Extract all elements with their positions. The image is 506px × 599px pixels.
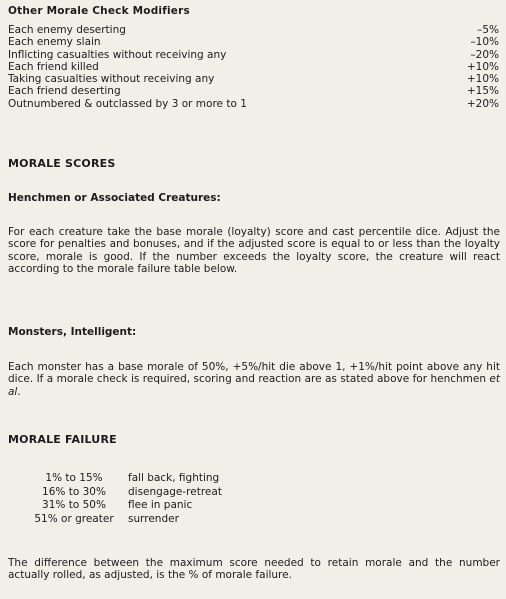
modifier-label: Each friend killed [8,60,99,73]
failure-range: 31% to 50% [42,499,106,511]
modifier-value: +20% [466,97,499,110]
failure-row [20,486,222,500]
modifier-label: Each enemy deserting [8,24,126,36]
modifier-label: Each friend deserting [8,85,121,98]
modifiers-table [8,24,499,110]
failure-result: flee in panic [128,499,193,511]
monsters-text-italic: et al [8,373,500,398]
morale-failure-heading: MORALE FAILURE [8,433,117,446]
failure-range: 51% or greater [34,512,114,525]
failure-result: disengage-retreat [128,485,222,498]
modifier-value: –10% [470,36,499,49]
morale-scores-heading: MORALE SCORES [8,157,116,170]
monsters-paragraph [8,361,500,398]
failure-row [20,472,222,486]
modifier-row [8,98,499,110]
modifier-value: +10% [466,60,499,73]
modifier-row [8,49,499,61]
modifier-value: –5% [477,24,499,36]
morale-failure-table [20,472,222,526]
failure-row [20,499,222,513]
modifier-row [8,73,499,85]
modifiers-heading: Other Morale Check Modifiers [8,5,190,17]
failure-range: 1% to 15% [45,472,103,484]
modifier-row [8,36,499,48]
modifier-row [8,85,499,97]
henchmen-heading: Henchmen or Associated Creatures: [8,192,221,204]
failure-row [20,513,222,527]
modifier-row [8,61,499,73]
monsters-heading: Monsters, Intelligent: [8,326,137,338]
modifier-value: +15% [466,85,499,98]
modifier-row [8,24,499,36]
failure-result: fall back, fighting [128,472,220,484]
modifier-label: Taking casualties without receiving any [8,73,215,86]
modifier-label: Each enemy slain [8,36,101,49]
monsters-text: Each monster has a base morale of 50%, +5%/hit die above 1, +1%/hit point above any hit dice. If a morale check is required, scoring and reaction are as stated above for henchmen [8,361,500,386]
henchmen-paragraph: For each creature take the base morale (loyalty) score and cast percentile dice. Adjust the score for penalties and bonuses, and if the adjusted score is equal to or less than the loyalty score, morale is good. If the number exceeds the loyalty score, the creature will react according to the morale failure table below. [8,226,500,276]
failure-range: 16% to 30% [42,485,106,498]
modifier-label: Outnumbered & outclassed by 3 or more to 1 [8,97,247,110]
morale-failure-note: The difference between the maximum score needed to retain morale and the number actually rolled, as adjusted, is the % of morale failure. [8,557,500,582]
failure-result: surrender [128,512,179,525]
modifier-value: –20% [470,48,499,61]
modifier-label: Inflicting casualties without receiving any [8,48,227,61]
modifier-value: +10% [466,73,499,86]
monsters-text-end: . [17,385,21,398]
